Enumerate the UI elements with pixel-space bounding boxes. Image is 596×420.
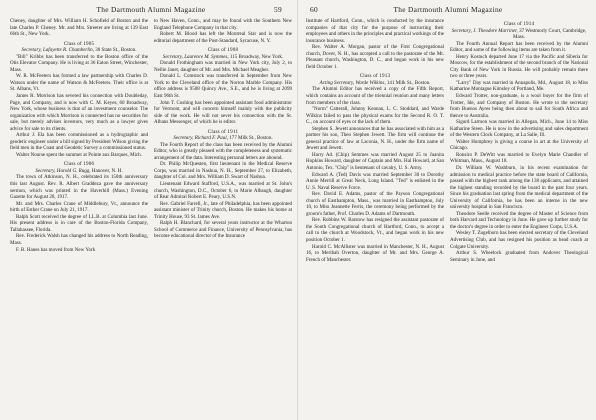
secretary-address: 37 Westmorly Court, Cambridge, Mass. — [513, 27, 587, 41]
news-paragraph: Rev. David E. Adams, pastor of the Payson Congregational church of Easthampton, Mass., was married in Easthampton, July 10, to Miss Jeannette Ferris, the ceremony being performed by the groom's father, Prof. Charles D. Adams of Dartmouth. — [306, 191, 444, 217]
news-paragraph: Harry Ad. (Chip) Semmes was married August 25 to Juanita Hopkins Howard, daughter of Captain and Mrs. Hal Howard, at San Antonio, Tex. "Chip" is lieutenant of cavalry, U. S. Army. — [306, 151, 444, 171]
news-paragraph: Wesley T. Zugelhorn has been elected secretary of the Cleveland Advertising Club, and has resigned his position as head coach at Colgate University. — [450, 230, 588, 250]
secretary-role: Secretary, — [173, 135, 194, 142]
news-paragraph: Henry Kostuch departed June 17 via the Pacific and Siberia for Moscow, for the establishment of the second branch of the National City Bank of New York in Russia. He will probably remain there two or three years. — [450, 53, 588, 80]
class-secretary — [450, 28, 588, 41]
news-paragraph: Harold C. McAllister was married in Manchester, N. H., August 16, to Meribah Overton, daughter of Mr. and Mrs. George A. French of Manchester. — [306, 243, 444, 263]
column-group — [10, 18, 292, 253]
secretary-address: Hanover, N. H. — [91, 167, 123, 174]
secretary-name: Harold G. Rugg, — [56, 167, 91, 174]
news-paragraph: Donald Frothingham was married in New York city, July 2, to Nellie Janet, daughter of Mr. and Mrs. Michael Meagher. — [154, 60, 292, 73]
news-paragraph: The Alumni Editor has received a copy of the Fifth Report, which contains an account of the triennial reunion and many letters from members of the class. — [306, 86, 444, 106]
news-paragraph: Dr. Philip McQuesten, first lieutenant in the Medical Reserve Corps, was married in Nashua, N. H., September 27, to Elizabeth, daughter of Col. and Mrs. William D. Swart of Nashua. — [154, 161, 292, 181]
text-column — [450, 18, 588, 263]
secretary-name: Laurence M. Symmes, — [184, 53, 229, 60]
secretary-role: Acting Secretary, — [319, 79, 355, 86]
news-paragraph: Dr. William W. Washburn, in his recent examination for admission to medical practice before the state board of California, passed with the highest rank among the 138 applicants, and attained the highest standing recorded by the board in the past four years. Since his graduation last spring from the medical department of the University of California, he has been an interne in the new university hospital in San Francisco. — [450, 164, 588, 211]
text-column — [154, 18, 292, 253]
news-paragraph: Walter Humphrey is giving a course in art at the University of Chicago. — [450, 138, 588, 152]
secretary-role: Secretary, — [21, 47, 42, 54]
news-paragraph: Ralph H. Blanchard, for several years instructor at the Wharton School of Commerce and Finance, University of Pennsylvania, has become educational director of the Insurance — [154, 220, 292, 240]
secretary-address: 177 Milk St., Boston. — [229, 135, 273, 142]
news-paragraph: John T. Cushing has been appointed assistant food administrator for Vermont, and will concern himself mainly with the publicity side of the work. He will not sever his connection with the St. Albans Messenger, of which he is editor. — [154, 99, 292, 126]
news-paragraph: Rev. Frederick Walsh has changed his address to North Reading, Mass. — [10, 233, 148, 246]
news-paragraph: The Fourth Annual Report has been received by the Alumni Editor, and some of the following items are taken from it. — [450, 40, 588, 54]
column-group — [306, 18, 590, 263]
news-paragraph: Mr. and Mrs. Charles Crane of Middlebury, Vt., announce the birth of Esther Crane on July 21, 1917. — [10, 200, 148, 214]
class-heading: Class of 1906 — [63, 161, 95, 168]
news-paragraph: Sigurd Larmon was married in Allegan, Mich., June 14 to Miss Katharine Steen. He is now in the advertising and sales department of the Western Clock Company, at La Salle, Ill. — [450, 119, 588, 139]
news-paragraph: Stephen S. Jewett announces that he has associated with him as a partner his son, Theo Stephen Jewett. The firm will continue the general practice of law at Laconia, N. H., under the firm name of Jewett and Jewett. — [306, 125, 444, 152]
page-number: 59 — [274, 5, 282, 14]
text-column — [10, 18, 148, 253]
news-paragraph: F. B. Hanes has moved from New York — [16, 246, 96, 253]
secretary-role: Secretary, — [451, 27, 472, 34]
news-paragraph: Ralph Scott received the degree of LL.B. at Columbia last June. His present address is in care of the Boston-Florida Company, Tallahassee, Florida. — [10, 213, 148, 233]
news-paragraph: Arthur S. Wheelock graduated from Andover Theological Seminary in June, and — [450, 250, 588, 263]
class-secretary — [154, 135, 292, 142]
secretary-role: Secretary, — [35, 167, 56, 174]
class-heading: Class of 1913 — [359, 73, 391, 80]
running-title: The Dartmouth Alumni Magazine — [393, 5, 503, 14]
class-heading: Class of 1914 — [503, 21, 535, 27]
secretary-name: Lafayette R. Chamberlin, — [42, 47, 94, 54]
news-paragraph: "Norm" Catterall, Johnny Kennan, L. C. Stoddard, and Warde Wilkins failed to pass the physical exams for the Second R. O. T. C., on account of eyes or the lack of them. — [306, 106, 444, 126]
secretary-name: Richard F. Paul, — [194, 135, 228, 142]
news-paragraph: "Bill" Kribbs has been transferred to the Boston office of the Otis Elevator Company. He is living at 36 Eaton Street, Winchester, Mass. — [10, 53, 148, 73]
news-paragraph: Rev. Robbins W. Barstow has resigned the assistant pastorate of the South Congregational church of Hartford, Conn., to accept a call to the church at Woodstock, Vt., and began work in his new position October 1. — [306, 217, 444, 243]
news-paragraph: W. R. McFeeters has formed a law partnership with Charles D. Watson under the name of Watson & McFeeters. Their office is at St. Albans, Vt. — [10, 73, 148, 93]
secretary-name: J. Theodore Marriner, — [473, 27, 518, 34]
page-number: 60 — [310, 5, 318, 14]
news-paragraph: Ronsiro P. DeWitt was married to Evelyn Marie Chandler of Whitman, Mass., August 18. — [450, 151, 588, 165]
page-right — [298, 0, 596, 420]
news-paragraph: Institute of Hartford, Conn., which is conducted by the insurance companies of that city for the purpose of instructing their employees and others in the principles and practical workings of the insurance business. — [306, 18, 444, 44]
news-paragraph: Robert M. Blood has left the Montreal Star and is now the editorial department of the Post-Standard, Syracuse, N. Y. — [154, 31, 292, 44]
class-heading: Class of 1911 — [207, 128, 239, 135]
class-heading: Class of 1905 — [63, 40, 95, 47]
running-title: The Dartmouth Alumni Magazine — [96, 5, 206, 14]
class-secretary — [10, 47, 148, 54]
news-paragraph: Cheney, daughter of Mrs. William H. Schofield of Boston and the late Charles P. Cheney. Mr. and Mrs. Streeter are living at 139 East 66th St., New York. — [10, 18, 148, 38]
news-paragraph: James R. Morrison has severed his connection with Doubleday, Page, and Company, and is now with C. M. Keyes, 60 Broadway, New York, whose business is that of an investment counselor. The organization with which Morrison is connected has no securities for sale, but merely advises investors, very much as a lawyer gives advice for sale to its clients. — [10, 92, 148, 132]
news-paragraph: Arthur J. Ela has been commissioned as a hydrographic and geodetic engineer under a bill signed by President Wilson giving the field men in the Coast and Geodetic Survey a commissioned status. — [10, 132, 148, 152]
news-paragraph: to New Haven, Conn., and may be found with the Southern New England Telephone Company in that city. — [154, 18, 292, 31]
secretary-address: 30 State St., Boston. — [95, 47, 137, 54]
text-column — [306, 18, 444, 263]
news-paragraph: Donald L. Comstock was transferred in September from New York to the Cleveland office of the Norton Marble Company. His office address is 9508 Quincy Ave., S.E., and he is living at 2099 East 96th St. — [154, 73, 292, 99]
page-header — [10, 5, 292, 15]
news-paragraph: "Larry" Day was married in Annapolis, Md., August 18, to Miss Katharine Montague Kimsley of Portland, Me. — [450, 79, 588, 93]
page-header — [306, 5, 590, 15]
news-paragraph: The town of Atkinson, N. H., celebrated its 150th anniversary this last August. Rev. R. Albert Graddeza gave the anniversary sermon, which was printed in the Haverhill (Mass.) Evening Gazette for August 28, 1917. — [10, 174, 148, 201]
news-paragraph: Theodore Seelle received the degree of Master of Science from both Harvard and Technology in June. He gave up further study for the doctor's degree in order to enter the Engineer Corps, U.S.A. — [450, 210, 588, 230]
news-paragraph: Rev. Walter A. Morgan, pastor of the First Congregational church, Dover, N. H., has accepted a call to the pastorate of the Mt. Pleasant church, Washington, D. C., and began work in his new field October 1. — [306, 44, 444, 70]
secretary-name: Warde Wilkins, — [355, 79, 386, 86]
secretary-address: 115 Broadway, New York. — [229, 53, 284, 60]
class-heading: Class of 1908 — [207, 47, 239, 54]
news-paragraph: Lieutenant Edward Stafford, U.S.A., was married at St. John's church, Washington, D.C., October 6, to Marie Albaugh, daughter of Rear Admiral Robert E. Peary, U.S.N. — [154, 181, 292, 201]
news-paragraph: Edward Trotter, non-graduate, is a wool buyer for the firm of Trotter, Ide, and Company of Boston. He wrote to the secretary from Buenos Ayres being then about to sail for South Africa and thence to Australia. — [450, 92, 588, 119]
news-paragraph: Edward A. (Ted) Davis was married September 30 to Dorothy Annie Merrill at Great Neck, Long Island. "Ted" is enlisted in the U. S. Naval Reserve Force. — [306, 171, 444, 191]
secretary-role: Secretary, — [162, 53, 183, 60]
news-paragraph: Rev. Gabriel Farrell, Jr., late of Philadelphia, has been appointed assistant minister of Trinity church, Boston. He makes his home at Trinity House, 93 St. James Ave. — [154, 200, 292, 220]
news-paragraph: The Fourth Report of the class has been received by the Alumni Editor, who is greatly pleased with the completeness and systematic arrangement of the data. Interesting personal letters are abound. — [154, 141, 292, 161]
news-paragraph: Walter Nourse spent the summer at Pointe aux Barques, Mich. — [16, 151, 142, 158]
secretary-address: 141 Milk St., Boston. — [386, 79, 431, 86]
